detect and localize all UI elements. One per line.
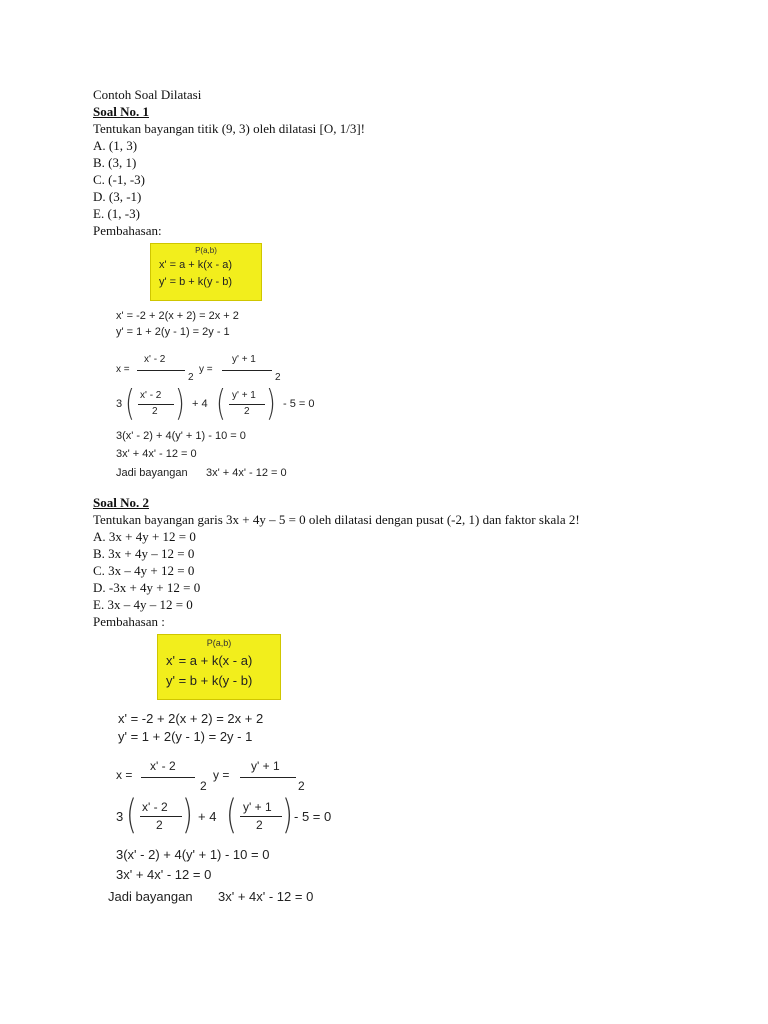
problem-1-discussion-label: Pembahasan: bbox=[93, 223, 162, 238]
x-solve-fraction-bar bbox=[141, 777, 195, 778]
y-solve-denominator: 2 bbox=[275, 372, 281, 383]
substitution-fraction-2-numerator: y' + 1 bbox=[232, 390, 256, 401]
simplified-equation: 3x' + 4x' - 12 = 0 bbox=[116, 867, 212, 882]
problem-1-block bbox=[93, 86, 365, 239]
conclusion-equation: 3x' + 4x' - 12 = 0 bbox=[206, 467, 287, 479]
formula-y-line: y' = b + k(y - b) bbox=[166, 673, 253, 688]
substitution-fraction-2-denominator: 2 bbox=[244, 406, 250, 417]
conclusion-label: Jadi bayangan bbox=[116, 467, 188, 479]
expanded-equation: 3(x' - 2) + 4(y' + 1) - 10 = 0 bbox=[116, 847, 270, 862]
x-solve-fraction-bar bbox=[137, 370, 185, 371]
simplified-equation: 3x' + 4x' - 12 = 0 bbox=[116, 448, 197, 460]
substitution-fraction-2-numerator: y' + 1 bbox=[243, 800, 272, 814]
conclusion-equation: 3x' + 4x' - 12 = 0 bbox=[218, 889, 314, 904]
right-paren-icon: ) bbox=[175, 383, 185, 424]
right-paren-icon: ) bbox=[266, 383, 276, 424]
problem-2-option-e: E. 3x – 4y – 12 = 0 bbox=[93, 597, 193, 612]
substitution-fraction-1-denominator: 2 bbox=[152, 406, 158, 417]
substitution-plus-4: + 4 bbox=[198, 809, 217, 824]
problem-1-option-b: B. (3, 1) bbox=[93, 155, 137, 170]
substitution-fraction-1-denominator: 2 bbox=[156, 818, 163, 832]
x-prime-equation: x' = -2 + 2(x + 2) = 2x + 2 bbox=[118, 711, 264, 726]
substitution-tail: - 5 = 0 bbox=[283, 398, 315, 410]
y-solve-denominator: 2 bbox=[298, 779, 305, 793]
formula-y-line: y' = b + k(y - b) bbox=[159, 276, 233, 288]
x-solve-label: x = bbox=[116, 364, 130, 375]
left-paren-icon: ( bbox=[125, 383, 135, 424]
substitution-fraction-1-bar bbox=[138, 404, 174, 405]
problem-2-heading: Soal No. 2 bbox=[93, 495, 149, 510]
problem-2-option-d: D. -3x + 4y + 12 = 0 bbox=[93, 580, 201, 595]
problem-1-option-e: E. (1, -3) bbox=[93, 206, 140, 221]
left-paren-icon: ( bbox=[126, 792, 137, 838]
substitution-fraction-1-numerator: x' - 2 bbox=[142, 800, 168, 814]
x-solve-denominator: 2 bbox=[188, 372, 194, 383]
substitution-coefficient-3: 3 bbox=[116, 809, 124, 824]
y-solve-label: y = bbox=[199, 364, 213, 375]
problem-2-option-b: B. 3x + 4y – 12 = 0 bbox=[93, 546, 195, 561]
left-paren-icon: ( bbox=[226, 792, 237, 838]
problem-1-option-a: A. (1, 3) bbox=[93, 138, 138, 153]
formula-box bbox=[157, 634, 281, 700]
substitution-plus-4: + 4 bbox=[192, 398, 208, 410]
problem-1-question: Tentukan bayangan titik (9, 3) oleh dilatasi [O, 1/3]! bbox=[93, 121, 366, 136]
y-solve-numerator: y' + 1 bbox=[251, 759, 280, 773]
problem-1-option-c: C. (-1, -3) bbox=[93, 172, 145, 187]
substitution-fraction-2-bar bbox=[229, 404, 265, 405]
problem-1-option-d: D. (3, -1) bbox=[93, 189, 142, 204]
y-prime-equation: y' = 1 + 2(y - 1) = 2y - 1 bbox=[118, 729, 253, 744]
x-prime-equation: x' = -2 + 2(x + 2) = 2x + 2 bbox=[116, 310, 239, 322]
substitution-fraction-1-numerator: x' - 2 bbox=[140, 390, 162, 401]
substitution-fraction-1-bar bbox=[140, 816, 182, 817]
formula-center-label: P(a,b) bbox=[195, 246, 217, 255]
formula-x-line: x' = a + k(x - a) bbox=[166, 653, 253, 668]
y-solve-label: y = bbox=[213, 768, 230, 782]
problem-2-block bbox=[93, 494, 580, 630]
problem-2-option-c: C. 3x – 4y + 12 = 0 bbox=[93, 563, 195, 578]
x-solve-denominator: 2 bbox=[200, 779, 207, 793]
substitution-tail: - 5 = 0 bbox=[294, 809, 332, 824]
x-solve-numerator: x' - 2 bbox=[144, 354, 166, 365]
right-paren-icon: ) bbox=[282, 792, 293, 838]
y-solve-fraction-bar bbox=[222, 370, 272, 371]
formula-box bbox=[150, 243, 262, 301]
expanded-equation: 3(x' - 2) + 4(y' + 1) - 10 = 0 bbox=[116, 430, 246, 442]
formula-center-label: P(a,b) bbox=[206, 638, 232, 648]
y-prime-equation: y' = 1 + 2(y - 1) = 2y - 1 bbox=[116, 326, 230, 338]
problem-2-question: Tentukan bayangan garis 3x + 4y – 5 = 0 oleh dilatasi dengan pusat (-2, 1) dan faktor skala 2! bbox=[93, 512, 580, 527]
left-paren-icon: ( bbox=[216, 383, 226, 424]
substitution-fraction-2-bar bbox=[240, 816, 282, 817]
problem-2-discussion-label: Pembahasan : bbox=[93, 614, 165, 629]
x-solve-label: x = bbox=[116, 768, 133, 782]
formula-x-line: x' = a + k(x - a) bbox=[159, 259, 233, 271]
document-title: Contoh Soal Dilatasi bbox=[93, 87, 202, 102]
y-solve-numerator: y' + 1 bbox=[232, 354, 256, 365]
problem-1-heading: Soal No. 1 bbox=[93, 104, 149, 119]
substitution-coefficient-3: 3 bbox=[116, 398, 123, 410]
problem-2-option-a: A. 3x + 4y + 12 = 0 bbox=[93, 529, 196, 544]
right-paren-icon: ) bbox=[182, 792, 193, 838]
y-solve-fraction-bar bbox=[240, 777, 296, 778]
conclusion-label: Jadi bayangan bbox=[108, 889, 193, 904]
substitution-fraction-2-denominator: 2 bbox=[256, 818, 263, 832]
x-solve-numerator: x' - 2 bbox=[150, 759, 176, 773]
